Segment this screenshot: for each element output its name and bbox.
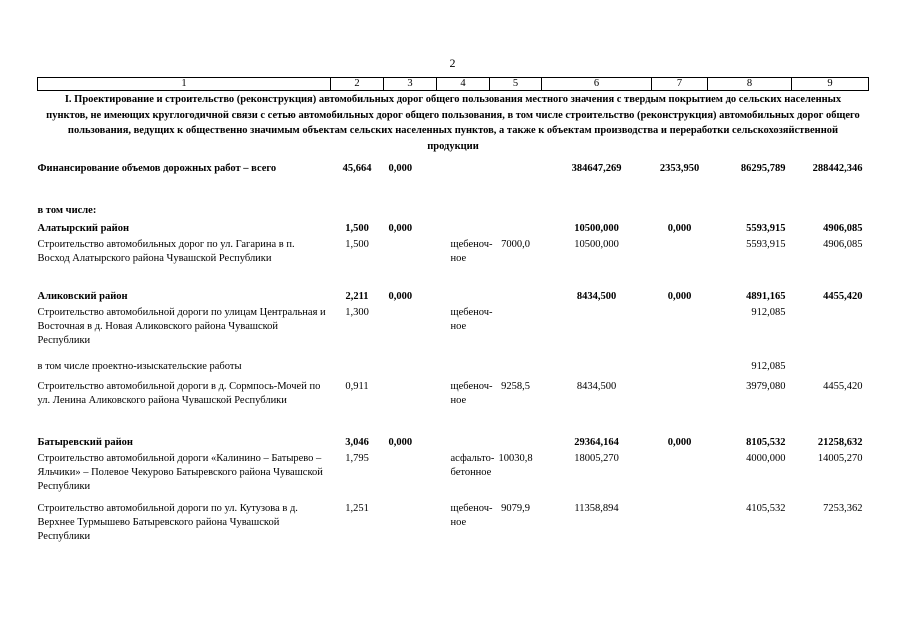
table-cell-col1: Алатырский район (37, 223, 130, 234)
table-cell-col5 (490, 306, 542, 354)
table-cell-col9: 4906,085 (823, 239, 863, 250)
table-cell-col1: Строительство автомобильной дороги по улицам Центральная и Восточная в д. Новая Аликовского района Чувашской Республики (37, 307, 326, 346)
table-row (38, 502, 869, 554)
table-cell-col7 (652, 452, 708, 502)
table-cell-col6: 10500,000 (574, 223, 619, 234)
header-cell: 5 (490, 78, 542, 91)
table-cell-col1: Финансирование объемов дорожных работ – всего (37, 163, 277, 174)
table-cell-col4: асфальто-бетонное (450, 453, 495, 478)
header-cell: 8 (708, 78, 792, 91)
table-cell-col3 (384, 306, 437, 354)
table-cell-col4 (437, 290, 490, 306)
table-cell-col5: 7000,0 (501, 239, 530, 250)
header-cell: 2 (331, 78, 384, 91)
table-row (38, 156, 869, 192)
table-cell-col1: Строительство автомобильной дороги в д. Сормпось-Мочей по ул. Ленина Аликовского района Чувашской Республики (37, 381, 321, 406)
table-cell-col9: 288442,346 (812, 163, 863, 174)
table-cell-col3 (384, 192, 437, 222)
table-cell-col8: 912,085 (751, 307, 786, 318)
table-row (38, 436, 869, 452)
table-cell-col7: 0,000 (667, 223, 692, 234)
table-cell-col6: 384647,269 (571, 163, 622, 174)
table-cell-col5: 10030,8 (498, 453, 533, 464)
table-cell-col1: в том числе: (37, 205, 97, 216)
table-cell-col9 (792, 306, 869, 354)
table-cell-col4: щебеноч-ное (450, 307, 493, 332)
table-cell-col8: 5593,915 (746, 223, 786, 234)
table-cell-col6: 8434,500 (576, 381, 617, 392)
table-cell-col1: Батыревский район (37, 437, 133, 448)
table-cell-col6 (542, 192, 652, 222)
table-cell-col4 (437, 192, 490, 222)
table-cell-col9 (792, 354, 869, 380)
table-cell-col4: щебеноч-ное (450, 503, 493, 528)
table-cell-col9: 21258,632 (817, 437, 863, 448)
table-cell-col1: Строительство автомобильных дорог по ул. Гагарина в п. Восход Алатырского района Чувашской Республики (37, 239, 295, 264)
table-cell-col8: 912,085 (751, 361, 786, 372)
table-row (38, 222, 869, 238)
table-row (38, 452, 869, 502)
table-cell-col2: 1,500 (345, 239, 369, 250)
table-row (38, 192, 869, 222)
table-cell-col8: 3979,080 (746, 381, 786, 392)
header-cell: 3 (384, 78, 437, 91)
table-row (38, 354, 869, 380)
table-cell-col7 (652, 238, 708, 290)
table-cell-col2: 2,211 (345, 291, 369, 302)
table-cell-col5 (490, 436, 542, 452)
table-cell-col5 (490, 290, 542, 306)
table-cell-col2: 1,500 (345, 223, 369, 234)
table-cell-col9 (792, 192, 869, 222)
table-cell-col9: 4455,420 (823, 381, 863, 392)
table-cell-col3: 0,000 (388, 163, 413, 174)
table-cell-col6: 18005,270 (574, 453, 619, 464)
table-cell-col7 (652, 192, 708, 222)
table-cell-col5 (490, 222, 542, 238)
header-cell: 1 (38, 78, 331, 91)
table-cell-col7 (652, 306, 708, 354)
table-cell-col3 (384, 502, 437, 554)
table-cell-col1: Аликовский район (37, 291, 128, 302)
table-cell-col5 (490, 354, 542, 380)
header-cell: 6 (542, 78, 652, 91)
table-cell-col7: 0,000 (667, 291, 692, 302)
table-cell-col9: 4906,085 (823, 223, 863, 234)
section-title: I. Проектирование и строительство (реконструкция) автомобильных дорог общего пользования местного значения с твердым покрытием до сельских населенных пунктов, не имеющих круглогодичной связи с сетью автомобильных дорог общего пользования, в том числе строительство (реконструкция) автомобильных дорог общего пользования, ведущих к общественно значимым объектам сельских населенных пунктов, а также к объектам производства и переработки сельскохозяйственной продукции (46, 94, 860, 152)
table-cell-col9: 7253,362 (823, 503, 863, 514)
table-cell-col6: 11358,894 (574, 503, 619, 514)
table-cell-col7 (652, 354, 708, 380)
table-cell-col1: Строительство автомобильной дороги по ул. Кутузова в д. Верхнее Турмышево Батыревского района Чувашской Республики (37, 503, 298, 542)
table-cell-col2: 1,251 (345, 503, 369, 514)
table-cell-col3: 0,000 (388, 223, 413, 234)
header-row (38, 78, 869, 91)
table-cell-col8: 5593,915 (746, 239, 786, 250)
table-cell-col5: 9079,9 (501, 503, 530, 514)
table-cell-col8: 4891,165 (746, 291, 786, 302)
table-cell-col1: Строительство автомобильной дороги «Калинино – Батырево – Яльчики» – Полевое Чекурово Батыревского района Чувашской Республики (37, 453, 323, 492)
table-cell-col8: 4000,000 (746, 453, 786, 464)
table-cell-col3 (384, 380, 437, 436)
section-title-row (38, 91, 869, 157)
table-cell-col3: 0,000 (388, 437, 413, 448)
table-cell-col4: щебеноч-ное (450, 381, 493, 406)
table-cell-col8 (708, 192, 792, 222)
table-row (38, 306, 869, 354)
table-cell-col6 (542, 306, 652, 354)
header-cell: 9 (792, 78, 869, 91)
table-cell-col3 (384, 354, 437, 380)
table-cell-col5 (490, 192, 542, 222)
table-cell-col2: 45,664 (342, 163, 372, 174)
table-cell-col7 (652, 380, 708, 436)
table-row (38, 380, 869, 436)
table-cell-col1: в том числе проектно-изыскательские работы (37, 361, 242, 372)
table-cell-col8: 86295,789 (740, 163, 786, 174)
roads-table (37, 77, 869, 554)
table-cell-col4 (437, 436, 490, 452)
header-cell: 4 (437, 78, 490, 91)
table-cell-col2: 1,795 (345, 453, 369, 464)
table-row (38, 290, 869, 306)
table-cell-col9: 4455,420 (823, 291, 863, 302)
table-cell-col4 (437, 156, 490, 192)
table-cell-col2 (331, 192, 384, 222)
table-cell-col4 (437, 222, 490, 238)
table-cell-col3 (384, 238, 437, 290)
table-cell-col8: 8105,532 (746, 437, 786, 448)
table-cell-col2: 1,300 (345, 307, 369, 318)
table-cell-col4: щебеноч-ное (450, 239, 493, 264)
table-cell-col2: 3,046 (345, 437, 369, 448)
table-cell-col9: 14005,270 (817, 453, 863, 464)
table-cell-col2: 0,911 (345, 381, 369, 392)
table-cell-col3 (384, 452, 437, 502)
table-cell-col8: 4105,532 (746, 503, 786, 514)
table-cell-col5 (490, 156, 542, 192)
table-row (38, 238, 869, 290)
table-cell-col6 (542, 354, 652, 380)
table-cell-col4 (437, 354, 490, 380)
page-number: 2 (449, 56, 456, 70)
table-cell-col6: 10500,000 (574, 239, 619, 250)
table-cell-col7 (652, 502, 708, 554)
table-cell-col7: 0,000 (667, 437, 692, 448)
table-cell-col6: 8434,500 (576, 291, 617, 302)
header-cell: 7 (652, 78, 708, 91)
table-cell-col7: 2353,950 (659, 163, 700, 174)
table-cell-col2 (331, 354, 384, 380)
table-cell-col3: 0,000 (388, 291, 413, 302)
table-cell-col5: 9258,5 (501, 381, 530, 392)
table-cell-col6: 29364,164 (574, 437, 619, 448)
